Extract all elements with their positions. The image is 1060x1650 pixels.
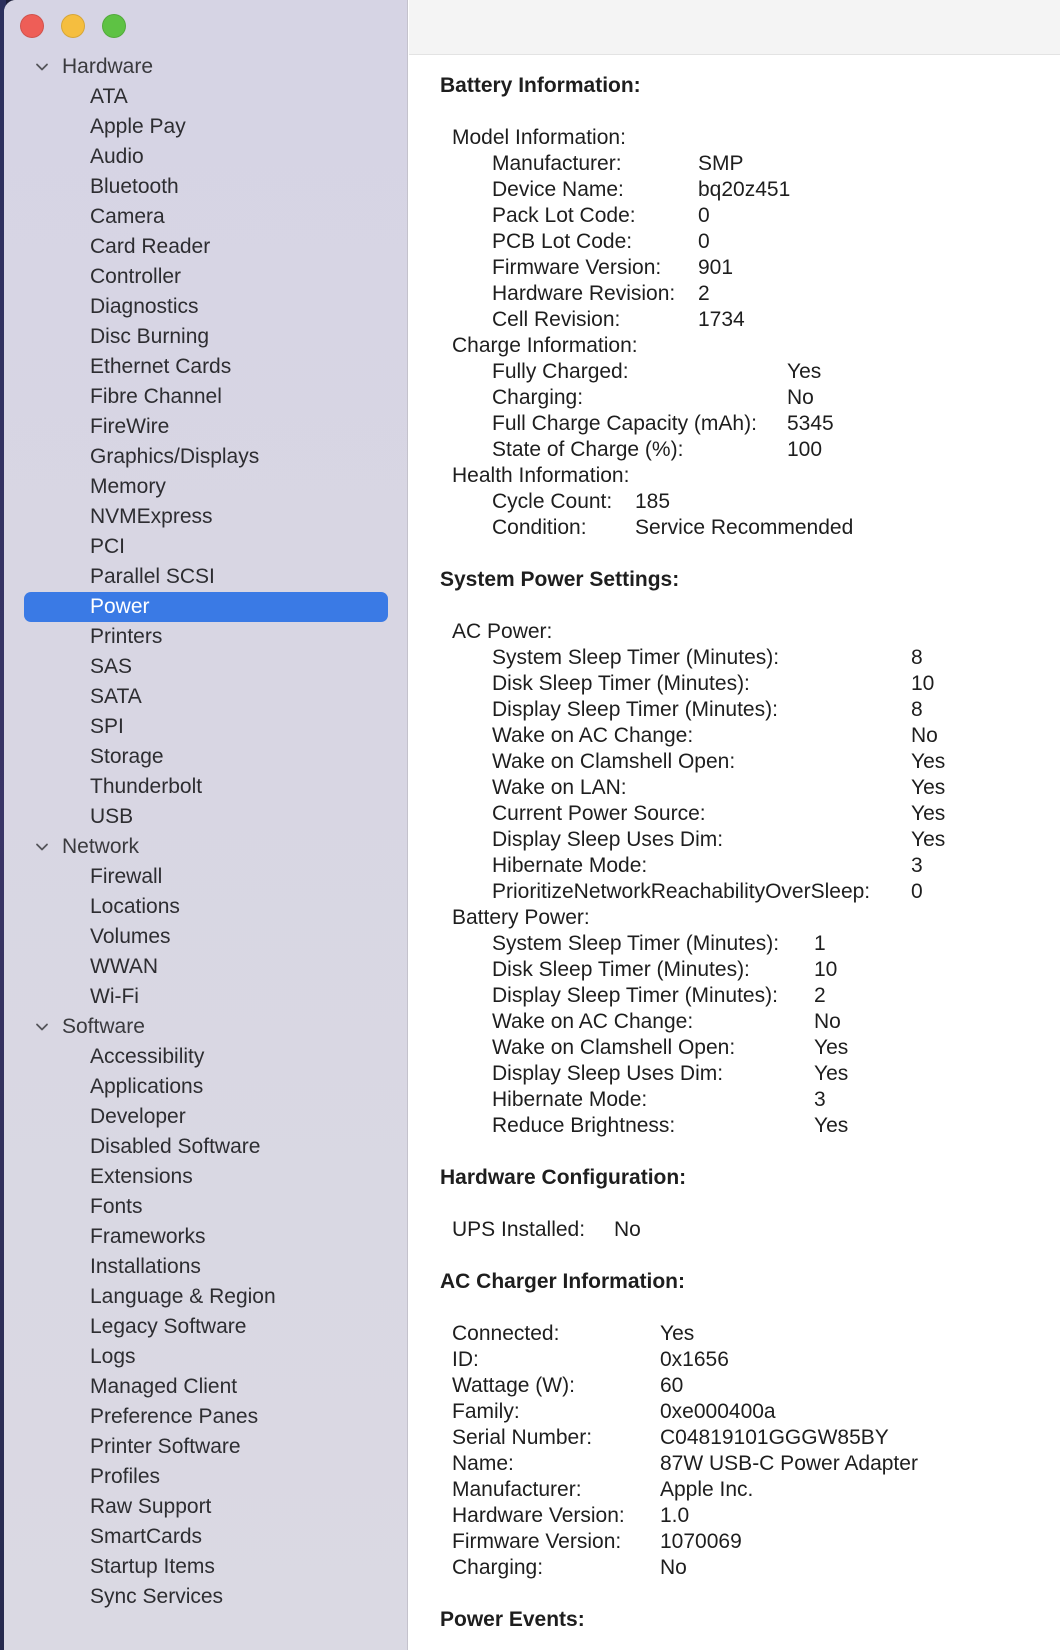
info-row <box>440 1529 1060 1555</box>
sidebar-item-ata[interactable] <box>4 82 408 112</box>
info-key: Name: <box>452 1452 514 1475</box>
sidebar-item-label: Card Reader <box>90 235 211 258</box>
power-report <box>409 55 1060 1633</box>
sidebar-item-label: NVMExpress <box>90 505 213 528</box>
info-value: 3 <box>911 854 923 877</box>
sidebar-item-label: Fibre Channel <box>90 385 222 408</box>
battery-power-label: Battery Power: <box>452 906 590 929</box>
sidebar-item-pci[interactable] <box>4 532 408 562</box>
info-value: 5345 <box>787 412 834 435</box>
sidebar-item-nvmexpress[interactable] <box>4 502 408 532</box>
info-value: 100 <box>787 438 823 461</box>
info-row <box>440 1451 1060 1477</box>
sidebar-item-label: Power <box>90 595 150 618</box>
info-key: Disk Sleep Timer (Minutes): <box>492 958 750 981</box>
chevron-down-icon[interactable] <box>32 1017 52 1037</box>
info-row <box>440 307 1060 333</box>
info-value: 2 <box>814 984 826 1007</box>
ac-charger-information <box>440 1269 1060 1581</box>
sidebar-item-label: Installations <box>90 1255 201 1278</box>
chevron-down-icon[interactable] <box>32 57 52 77</box>
hardware-configuration <box>440 1165 1060 1243</box>
sidebar-item-card-reader[interactable] <box>4 232 408 262</box>
info-value: Yes <box>911 776 946 799</box>
info-value: Yes <box>660 1322 695 1345</box>
system-power-settings-title: System Power Settings: <box>440 568 680 591</box>
info-value: 0x1656 <box>660 1348 729 1371</box>
info-key: Wake on AC Change: <box>492 724 694 747</box>
info-row <box>440 489 1060 515</box>
info-row <box>440 1321 1060 1347</box>
sidebar-item-apple-pay[interactable] <box>4 112 408 142</box>
info-value: 8 <box>911 698 923 721</box>
sidebar-item-label: Logs <box>90 1345 136 1368</box>
info-value: No <box>814 1010 841 1033</box>
sidebar-item-spi[interactable] <box>4 712 408 742</box>
sidebar-item-label: Parallel SCSI <box>90 565 215 588</box>
info-row <box>440 1555 1060 1581</box>
sidebar-item-language-region[interactable] <box>4 1282 408 1312</box>
info-row <box>440 515 1060 541</box>
info-row <box>440 1061 1060 1087</box>
sidebar-item-disc-burning[interactable] <box>4 322 408 352</box>
info-value: Service Recommended <box>635 516 854 539</box>
sidebar-item-printers[interactable] <box>4 622 408 652</box>
info-value: No <box>660 1556 687 1579</box>
sidebar-item-disabled-software[interactable] <box>4 1132 408 1162</box>
sidebar-item-graphics-displays[interactable] <box>4 442 408 472</box>
sidebar-item-label: Diagnostics <box>90 295 199 318</box>
info-value: Yes <box>911 750 946 773</box>
sidebar-item-label: SmartCards <box>90 1525 203 1548</box>
info-row <box>440 1087 1060 1113</box>
sidebar-item-locations[interactable] <box>4 892 408 922</box>
sidebar-item-fibre-channel[interactable] <box>4 382 408 412</box>
sidebar-group-label: Software <box>62 1015 145 1038</box>
info-value: 1.0 <box>660 1504 690 1527</box>
info-key: Disk Sleep Timer (Minutes): <box>492 672 750 695</box>
detail-pane <box>409 0 1060 1650</box>
info-row <box>440 1217 1060 1243</box>
info-key: Fully Charged: <box>492 360 629 383</box>
sidebar-item-camera[interactable] <box>4 202 408 232</box>
sidebar-item-label: Disc Burning <box>90 325 210 348</box>
info-key: Charging: <box>492 386 584 409</box>
charge-information-label: Charge Information: <box>452 334 638 357</box>
sidebar-item-label: Applications <box>90 1075 204 1098</box>
info-key: Connected: <box>452 1322 560 1345</box>
sidebar-item-raw-support[interactable] <box>4 1492 408 1522</box>
battery-information-title: Battery Information: <box>440 74 641 97</box>
sidebar-item-volumes[interactable] <box>4 922 408 952</box>
info-value: 0xe000400a <box>660 1400 776 1423</box>
info-row <box>440 1477 1060 1503</box>
info-value: Yes <box>814 1114 849 1137</box>
info-value: 10 <box>911 672 935 695</box>
info-value: Yes <box>814 1062 849 1085</box>
sidebar-group-hardware[interactable] <box>4 52 408 82</box>
sidebar-item-installations[interactable] <box>4 1252 408 1282</box>
info-key: Wattage (W): <box>452 1374 575 1397</box>
sidebar-item-printer-software[interactable] <box>4 1432 408 1462</box>
sidebar-item-label: SPI <box>90 715 124 738</box>
sidebar-item-label: Fonts <box>90 1195 143 1218</box>
sidebar-item-label: Preference Panes <box>90 1405 259 1428</box>
info-key: Display Sleep Uses Dim: <box>492 828 724 851</box>
sidebar-item-label: SATA <box>90 685 142 708</box>
info-key: Hibernate Mode: <box>492 1088 648 1111</box>
info-row <box>440 411 1060 437</box>
sidebar-item-sync-services[interactable] <box>4 1582 408 1612</box>
sidebar-item-label: Graphics/Displays <box>90 445 260 468</box>
sidebar-item-frameworks[interactable] <box>4 1222 408 1252</box>
zoom-window-button[interactable] <box>102 14 126 38</box>
info-key: Charging: <box>452 1556 544 1579</box>
ac-charger-information-title: AC Charger Information: <box>440 1270 686 1293</box>
sidebar-item-label: ATA <box>90 85 128 108</box>
info-row <box>440 931 1060 957</box>
sidebar-item-label: Thunderbolt <box>90 775 203 798</box>
sidebar-item-label: Printers <box>90 625 163 648</box>
info-key: Display Sleep Timer (Minutes): <box>492 698 778 721</box>
info-key: Display Sleep Uses Dim: <box>492 1062 724 1085</box>
info-key: Cycle Count: <box>492 490 613 513</box>
sidebar-item-label: Volumes <box>90 925 171 948</box>
sidebar-item-firewall[interactable] <box>4 862 408 892</box>
info-key: Reduce Brightness: <box>492 1114 676 1137</box>
info-row <box>440 1347 1060 1373</box>
info-value: Yes <box>911 802 946 825</box>
sidebar-item-firewire[interactable] <box>4 412 408 442</box>
info-key: Hardware Version: <box>452 1504 625 1527</box>
info-value: 8 <box>911 646 923 669</box>
info-value: SMP <box>698 152 744 175</box>
sidebar-item-applications[interactable] <box>4 1072 408 1102</box>
info-key: Wake on LAN: <box>492 776 627 799</box>
info-value: 0 <box>911 880 923 903</box>
system-power-settings <box>440 567 1060 1139</box>
sidebar-item-ethernet-cards[interactable] <box>4 352 408 382</box>
info-key: UPS Installed: <box>452 1218 586 1241</box>
minimize-window-button[interactable] <box>61 14 85 38</box>
info-value: bq20z451 <box>698 178 791 201</box>
info-row <box>440 827 1060 853</box>
window-controls <box>20 14 126 38</box>
info-row <box>440 385 1060 411</box>
health-information-label: Health Information: <box>452 464 630 487</box>
info-key: Manufacturer: <box>492 152 622 175</box>
info-key: ID: <box>452 1348 479 1371</box>
info-row <box>440 1035 1060 1061</box>
sidebar-item-diagnostics[interactable] <box>4 292 408 322</box>
sidebar-item-label: PCI <box>90 535 126 558</box>
info-row <box>440 645 1060 671</box>
info-value: 901 <box>698 256 734 279</box>
sidebar-item-label: Ethernet Cards <box>90 355 232 378</box>
sidebar-item-label: Accessibility <box>90 1045 205 1068</box>
info-value: 10 <box>814 958 838 981</box>
sidebar-item-label: Audio <box>90 145 144 168</box>
sidebar-item-label: Storage <box>90 745 164 768</box>
info-value: 1734 <box>698 308 745 331</box>
info-row <box>440 853 1060 879</box>
info-value: Yes <box>787 360 822 383</box>
info-value: 185 <box>635 490 671 513</box>
info-row <box>440 749 1060 775</box>
sidebar-item-developer[interactable] <box>4 1102 408 1132</box>
sidebar-item-label: Disabled Software <box>90 1135 261 1158</box>
sidebar-item-label: Managed Client <box>90 1375 238 1398</box>
power-events <box>440 1607 1060 1633</box>
info-value: Yes <box>814 1036 849 1059</box>
sidebar-item-label: FireWire <box>90 415 170 438</box>
info-row <box>440 671 1060 697</box>
info-key: Pack Lot Code: <box>492 204 636 227</box>
power-events-title: Power Events: <box>440 1608 585 1631</box>
info-key: System Sleep Timer (Minutes): <box>492 932 780 955</box>
info-row <box>440 957 1060 983</box>
sidebar-item-wwan[interactable] <box>4 952 408 982</box>
sidebar-item-preference-panes[interactable] <box>4 1402 408 1432</box>
info-row <box>440 1425 1060 1451</box>
info-key: Condition: <box>492 516 587 539</box>
info-value: No <box>787 386 814 409</box>
sidebar-item-usb[interactable] <box>4 802 408 832</box>
info-row <box>440 229 1060 255</box>
sidebar-item-extensions[interactable] <box>4 1162 408 1192</box>
info-key: Full Charge Capacity (mAh): <box>492 412 757 435</box>
sidebar-item-label: WWAN <box>90 955 159 978</box>
info-key: State of Charge (%): <box>492 438 684 461</box>
sidebar-item-label: Language & Region <box>90 1285 276 1308</box>
info-value: 60 <box>660 1374 684 1397</box>
sidebar-item-smartcards[interactable] <box>4 1522 408 1552</box>
info-value: 87W USB-C Power Adapter <box>660 1452 918 1475</box>
sidebar-item-legacy-software[interactable] <box>4 1312 408 1342</box>
sidebar-item-power[interactable] <box>24 592 388 622</box>
info-value: 1070069 <box>660 1530 742 1553</box>
info-key: Wake on Clamshell Open: <box>492 1036 736 1059</box>
info-value: 0 <box>698 204 710 227</box>
info-value: Apple Inc. <box>660 1478 754 1501</box>
sidebar-item-label: Profiles <box>90 1465 161 1488</box>
info-key: System Sleep Timer (Minutes): <box>492 646 780 669</box>
sidebar-item-label: Memory <box>90 475 166 498</box>
sidebar-item-label: USB <box>90 805 134 828</box>
info-key: PrioritizeNetworkReachabilityOverSleep: <box>492 880 871 903</box>
model-information-label: Model Information: <box>452 126 626 149</box>
sidebar-item-label: Extensions <box>90 1165 193 1188</box>
sidebar-item-label: Controller <box>90 265 182 288</box>
detail-toolbar <box>409 0 1060 55</box>
sidebar-item-label: Printer Software <box>90 1435 241 1458</box>
info-key: Hardware Revision: <box>492 282 676 305</box>
sidebar-group-software[interactable] <box>4 1012 408 1042</box>
info-key: Display Sleep Timer (Minutes): <box>492 984 778 1007</box>
info-row <box>440 1373 1060 1399</box>
info-key: PCB Lot Code: <box>492 230 633 253</box>
hardware-configuration-title: Hardware Configuration: <box>440 1166 687 1189</box>
info-row <box>440 281 1060 307</box>
sidebar-item-label: Developer <box>90 1105 186 1128</box>
info-row <box>440 151 1060 177</box>
sidebar-item-sas[interactable] <box>4 652 408 682</box>
sidebar-item-profiles[interactable] <box>4 1462 408 1492</box>
info-value: No <box>911 724 938 747</box>
info-row <box>440 697 1060 723</box>
sidebar-item-startup-items[interactable] <box>4 1552 408 1582</box>
sidebar-item-label: Wi-Fi <box>90 985 139 1008</box>
close-window-button[interactable] <box>20 14 44 38</box>
info-key: Wake on AC Change: <box>492 1010 694 1033</box>
sidebar <box>4 0 408 1650</box>
sidebar-item-memory[interactable] <box>4 472 408 502</box>
info-value: C04819101GGGW85BY <box>660 1426 889 1449</box>
info-row <box>440 359 1060 385</box>
info-row <box>440 801 1060 827</box>
sidebar-item-label: Locations <box>90 895 180 918</box>
sidebar-group-label: Network <box>62 835 140 858</box>
sidebar-item-label: Legacy Software <box>90 1315 247 1338</box>
info-row <box>440 1009 1060 1035</box>
info-key: Cell Revision: <box>492 308 621 331</box>
info-key: Family: <box>452 1400 520 1423</box>
info-value: No <box>614 1218 641 1241</box>
sidebar-item-controller[interactable] <box>4 262 408 292</box>
info-row <box>440 255 1060 281</box>
info-key: Manufacturer: <box>452 1478 582 1501</box>
info-row <box>440 879 1060 905</box>
sidebar-item-bluetooth[interactable] <box>4 172 408 202</box>
sidebar-item-fonts[interactable] <box>4 1192 408 1222</box>
sidebar-item-label: Firewall <box>90 865 163 888</box>
info-key: Serial Number: <box>452 1426 593 1449</box>
sidebar-item-label: Bluetooth <box>90 175 179 198</box>
sidebar-item-label: Apple Pay <box>90 115 186 138</box>
sidebar-item-parallel-scsi[interactable] <box>4 562 408 592</box>
info-key: Firmware Version: <box>452 1530 622 1553</box>
sidebar-item-label: Raw Support <box>90 1495 212 1518</box>
chevron-down-icon[interactable] <box>32 837 52 857</box>
sidebar-item-accessibility[interactable] <box>4 1042 408 1072</box>
sidebar-item-thunderbolt[interactable] <box>4 772 408 802</box>
info-row <box>440 1503 1060 1529</box>
info-key: Wake on Clamshell Open: <box>492 750 736 773</box>
battery-information <box>440 73 1060 541</box>
info-row <box>440 983 1060 1009</box>
info-value: 1 <box>814 932 826 955</box>
sidebar-group-label: Hardware <box>62 55 154 78</box>
info-value: Yes <box>911 828 946 851</box>
sidebar-item-logs[interactable] <box>4 1342 408 1372</box>
info-row <box>440 723 1060 749</box>
info-row <box>440 1113 1060 1139</box>
sidebar-item-label: Frameworks <box>90 1225 206 1248</box>
sidebar-item-sata[interactable] <box>4 682 408 712</box>
ac-power-label: AC Power: <box>452 620 553 643</box>
info-row <box>440 177 1060 203</box>
info-row <box>440 1399 1060 1425</box>
sidebar-group-network[interactable] <box>4 832 408 862</box>
info-value: 2 <box>698 282 710 305</box>
info-key: Firmware Version: <box>492 256 662 279</box>
info-key: Device Name: <box>492 178 624 201</box>
info-value: 0 <box>698 230 710 253</box>
info-row <box>440 203 1060 229</box>
info-key: Current Power Source: <box>492 802 706 825</box>
category-tree <box>4 52 408 1612</box>
info-row <box>440 437 1060 463</box>
sidebar-item-wi-fi[interactable] <box>4 982 408 1012</box>
sidebar-item-label: SAS <box>90 655 133 678</box>
sidebar-item-label: Sync Services <box>90 1585 224 1608</box>
sidebar-item-audio[interactable] <box>4 142 408 172</box>
sidebar-item-managed-client[interactable] <box>4 1372 408 1402</box>
system-information-window <box>4 0 1060 1650</box>
info-key: Hibernate Mode: <box>492 854 648 877</box>
sidebar-item-label: Camera <box>90 205 165 228</box>
sidebar-item-storage[interactable] <box>4 742 408 772</box>
info-value: 3 <box>814 1088 826 1111</box>
sidebar-item-label: Startup Items <box>90 1555 215 1578</box>
info-row <box>440 775 1060 801</box>
